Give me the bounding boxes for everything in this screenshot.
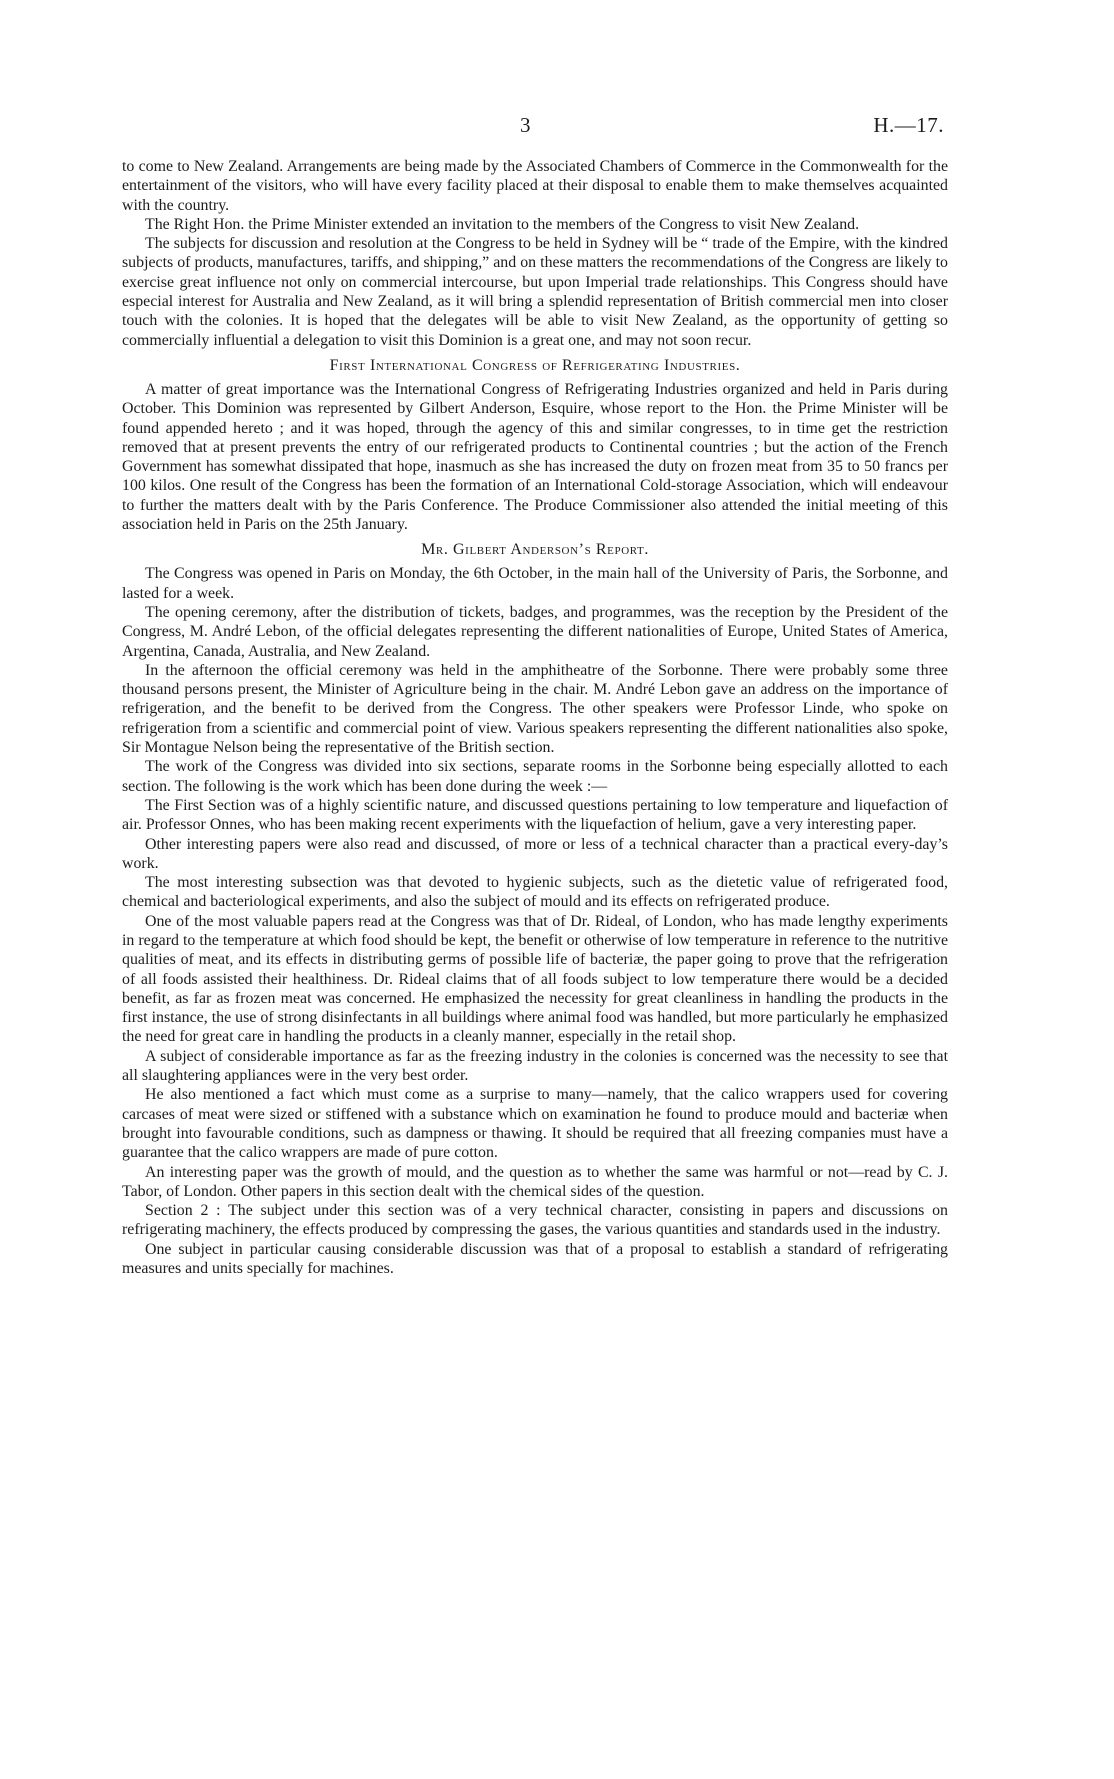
paragraph: The most interesting subsection was that devoted to hygienic subjects, such as the dietetic value of refrigerated food, chemical and bacteriological experiments, and also the subject of mould and its effects on refrigerated produce.	[122, 874, 948, 911]
paragraph: The First Section was of a highly scientific nature, and discussed questions pertaining to low temperature and liquefaction of air. Professor Onnes, who has been making recent experiments with the liquefaction of helium, gave a very interesting paper.	[122, 796, 948, 834]
paragraph: One subject in particular causing considerable discussion was that of a proposal to establish a standard of refrigerating measures and units specially for machines.	[122, 1240, 948, 1278]
paragraph: The subjects for discussion and resolution at the Congress to be held in Sydney will be “ trade of the Empire, with the kindred subjects of products, manufactures, tariffs, and shipping,” and on these matters the recommendations of the Congress are likely to exercise great influence not only on commercial intercourse, but upon Imperial trade relationships. This Congress should have especial interest for Australia and New Zealand, as it will bring a splendid representation of British commercial men into closer touch with the colonies. It is hoped that the delegates will be able to visit New Zealand, as the opportunity of getting so commercially influential a delegation to visit this Dominion is a great one, and may not soon recur.	[122, 235, 948, 349]
paragraph: The Right Hon. the Prime Minister extended an invitation to the members of the Congress to visit New Zealand.	[145, 215, 860, 233]
paragraph: He also mentioned a fact which must come as a surprise to many—namely, that the calico wrappers used for covering carcases of meat were sized or stiffened with a substance which on examination he found to produce mould and bacteriæ when brought into favourable conditions, such as dampness or thawing. It should be required that all freezing companies must have a guarantee that the calico wrappers are made of pure cotton.	[122, 1086, 948, 1162]
document-reference: H.—17.	[873, 113, 944, 137]
paragraph: In the afternoon the official ceremony was held in the amphitheatre of the Sorbonne. There were probably some three thousand persons present, the Minister of Agriculture being in the chair. M. André Lebon gave an address on the importance of refrigeration, and the benefit to be derived from the Congress. The other speakers were Professor Linde, who spoke on refrigeration from a scientific and commercial point of view. Various speakers representing the different nationalities also spoke, Sir Montague Nelson being the representative of the British section.	[122, 661, 948, 757]
section-heading: First International Congress of Refrigerating Industries.	[329, 356, 741, 374]
paragraph: One of the most valuable papers read at the Congress was that of Dr. Rideal, of London, who has made lengthy experiments in regard to the temperature at which food should be kept, the benefit or otherwise of low temperature in reference to the nutritive qualities of meat, and its effects in distributing germs of possible life of bacteriæ, the paper going to prove that the refrigeration of all foods assisted their healthiness. Dr. Rideal claims that of all foods subject to low temperature there would be a decided benefit, as far as frozen meat was concerned. He emphasized the necessity for great cleanliness in handling the products in the first instance, the use of strong disinfectants in all buildings where animal food was handled, but more particularly he emphasized the need for great care in handling the products in a cleanly manner, especially in the retail shop.	[122, 912, 948, 1046]
paragraph: A subject of considerable importance as far as the freezing industry in the colonies is concerned was the necessity to see that all slaughtering appliances were in the very best order.	[122, 1047, 948, 1085]
paragraph: The opening ceremony, after the distribution of tickets, badges, and programmes, was the reception by the President of the Congress, M. André Lebon, of the official delegates representing the different nationalities of Europe, United States of America, Argentina, Canada, Australia, and New Zealand.	[122, 603, 948, 660]
paragraph: Other interesting papers were also read and discussed, of more or less of a technical character than a practical every-day’s work.	[122, 835, 948, 872]
paragraph: A matter of great importance was the International Congress of Refrigerating Industries organized and held in Paris during October. This Dominion was represented by Gilbert Anderson, Esquire, whose report to the Hon. the Prime Minister will be found appended hereto ; and it was hoped, through the agency of this and similar congresses, to in time get the restriction removed that at present prevents the entry of our refrigerated products to Continental countries ; but the action of the French Government has somewhat dissipated that hope, inasmuch as she has increased the duty on frozen meat from 35 to 50 francs per 100 kilos. One result of the Congress has been the formation of an International Cold-storage Association, which will endeavour to further the matters dealt with by the Paris Conference. The Produce Commissioner also attended the initial meeting of this association held in Paris on the 25th January.	[122, 380, 948, 534]
page-number: 3	[520, 113, 531, 137]
paragraph: The Congress was opened in Paris on Monday, the 6th October, in the main hall of the University of Paris, the Sorbonne, and lasted for a week.	[122, 565, 948, 602]
body-text	[122, 157, 948, 1278]
paragraph: An interesting paper was the growth of mould, and the question as to whether the same was harmful or not—read by C. J. Tabor, of London. Other papers in this section dealt with the chemical sides of the question.	[122, 1163, 948, 1200]
section-heading: Mr. Gilbert Anderson’s Report.	[421, 541, 649, 559]
paragraph: The work of the Congress was divided into six sections, separate rooms in the Sorbonne being especially allotted to each section. The following is the work which has been done during the week :—	[122, 758, 948, 795]
paragraph: to come to New Zealand. Arrangements are being made by the Associated Chambers of Commerce in the Commonwealth for the entertainment of the visitors, who will have every facility placed at their disposal to enable them to make themselves acquainted with the country.	[122, 158, 948, 214]
paragraph: Section 2 : The subject under this section was of a very technical character, consisting in papers and discussions on refrigerating machinery, the effects produced by compressing the gases, the various quantities and standards used in the industry.	[122, 1202, 948, 1239]
page-header	[0, 113, 1114, 139]
